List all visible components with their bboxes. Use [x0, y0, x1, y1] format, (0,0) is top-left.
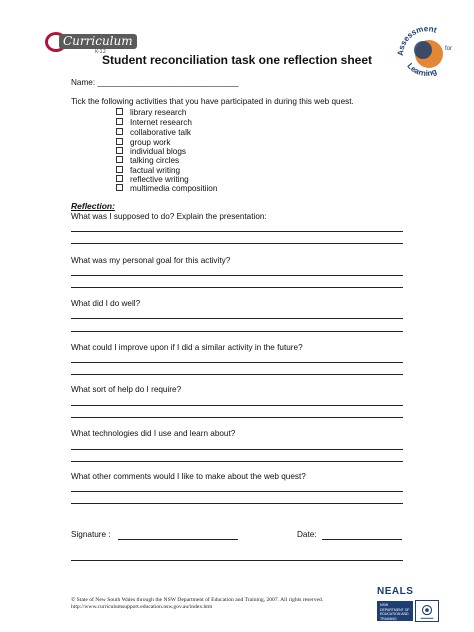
activity-item — [116, 108, 186, 117]
checkbox-icon[interactable] — [116, 184, 123, 191]
question-6: What technologies did I use and learn about? — [71, 429, 236, 438]
activity-item — [116, 166, 180, 175]
nsw-dept-logo: NSW DEPARTMENT OF EDUCATION AND TRAINING — [377, 601, 413, 621]
answer-line[interactable] — [71, 449, 403, 450]
activity-item — [116, 156, 179, 165]
answer-line[interactable] — [71, 287, 403, 288]
signature-line[interactable] — [118, 539, 238, 540]
question-2: What was my personal goal for this activity? — [71, 256, 231, 265]
name-field: Name: _______________________________ — [71, 78, 239, 87]
logo-word-for: for — [445, 46, 453, 52]
logo-left-sub: K-12 — [95, 49, 106, 55]
logo-left-text: Curriculum — [59, 34, 137, 49]
activities-instruction: Tick the following activities that you have participated in during this web quest. — [71, 97, 354, 106]
page-title: Student reconciliation task one reflection sheet — [101, 53, 373, 67]
signature-label: Signature : — [71, 530, 111, 539]
activity-label: factual writing — [130, 166, 181, 175]
activity-label: group work — [130, 138, 171, 147]
checkbox-icon[interactable] — [116, 128, 123, 135]
question-4: What could I improve upon if I did a similar activity in the future? — [71, 343, 303, 352]
answer-line[interactable] — [71, 231, 403, 232]
activity-label: collaborative talk — [130, 128, 191, 137]
activity-item — [116, 175, 189, 184]
answer-line[interactable] — [71, 491, 403, 492]
date-line[interactable] — [322, 539, 402, 540]
waratah-icon — [415, 600, 439, 622]
activity-item — [116, 147, 186, 156]
activity-label: reflective writing — [130, 175, 189, 184]
answer-line[interactable] — [71, 331, 403, 332]
neals-wordmark: NEALS — [377, 586, 414, 597]
answer-line[interactable] — [71, 243, 403, 244]
checkbox-icon[interactable] — [116, 156, 123, 163]
activity-label: multimedia compositiion — [130, 184, 218, 193]
activity-item — [116, 118, 192, 127]
logo-word-assessment: Assessment — [395, 24, 438, 57]
answer-line[interactable] — [71, 374, 403, 375]
divider — [71, 560, 403, 561]
answer-line[interactable] — [71, 503, 403, 504]
checkbox-icon[interactable] — [116, 175, 123, 182]
answer-line[interactable] — [71, 275, 403, 276]
activity-label: talking circles — [130, 156, 180, 165]
neals-logo — [377, 586, 439, 622]
activity-item — [116, 128, 191, 137]
assessment-for-learning-logo — [393, 20, 457, 84]
activity-label: library research — [130, 108, 187, 117]
question-7: What other comments would I like to make about the web quest? — [71, 472, 306, 481]
answer-line[interactable] — [71, 461, 403, 462]
activity-label: individual blogs — [130, 147, 186, 156]
answer-line[interactable] — [71, 405, 403, 406]
reflection-heading: Reflection: — [71, 201, 115, 211]
activity-item — [116, 138, 171, 147]
logo-word-learning: Learning — [405, 61, 439, 78]
answer-line[interactable] — [71, 362, 403, 363]
checkbox-icon[interactable] — [116, 138, 123, 145]
checkbox-icon[interactable] — [116, 118, 123, 125]
footer-url: http://www.curriculumsupport.education.nsw.gov.au/index.htm — [71, 604, 213, 610]
checkbox-icon[interactable] — [116, 166, 123, 173]
activity-item — [116, 184, 217, 193]
question-1: What was I supposed to do? Explain the presentation: — [71, 212, 267, 221]
question-5: What sort of help do I require? — [71, 385, 182, 394]
activity-label: Internet research — [130, 118, 192, 127]
checkbox-icon[interactable] — [116, 108, 123, 115]
checkbox-icon[interactable] — [116, 147, 123, 154]
copyright-notice: © State of New South Wales through the NSW Department of Education and Training, 2007. All rights reserved. — [71, 597, 324, 603]
date-label: Date: — [297, 530, 317, 539]
question-3: What did I do well? — [71, 299, 141, 308]
answer-line[interactable] — [71, 417, 403, 418]
answer-line[interactable] — [71, 318, 403, 319]
